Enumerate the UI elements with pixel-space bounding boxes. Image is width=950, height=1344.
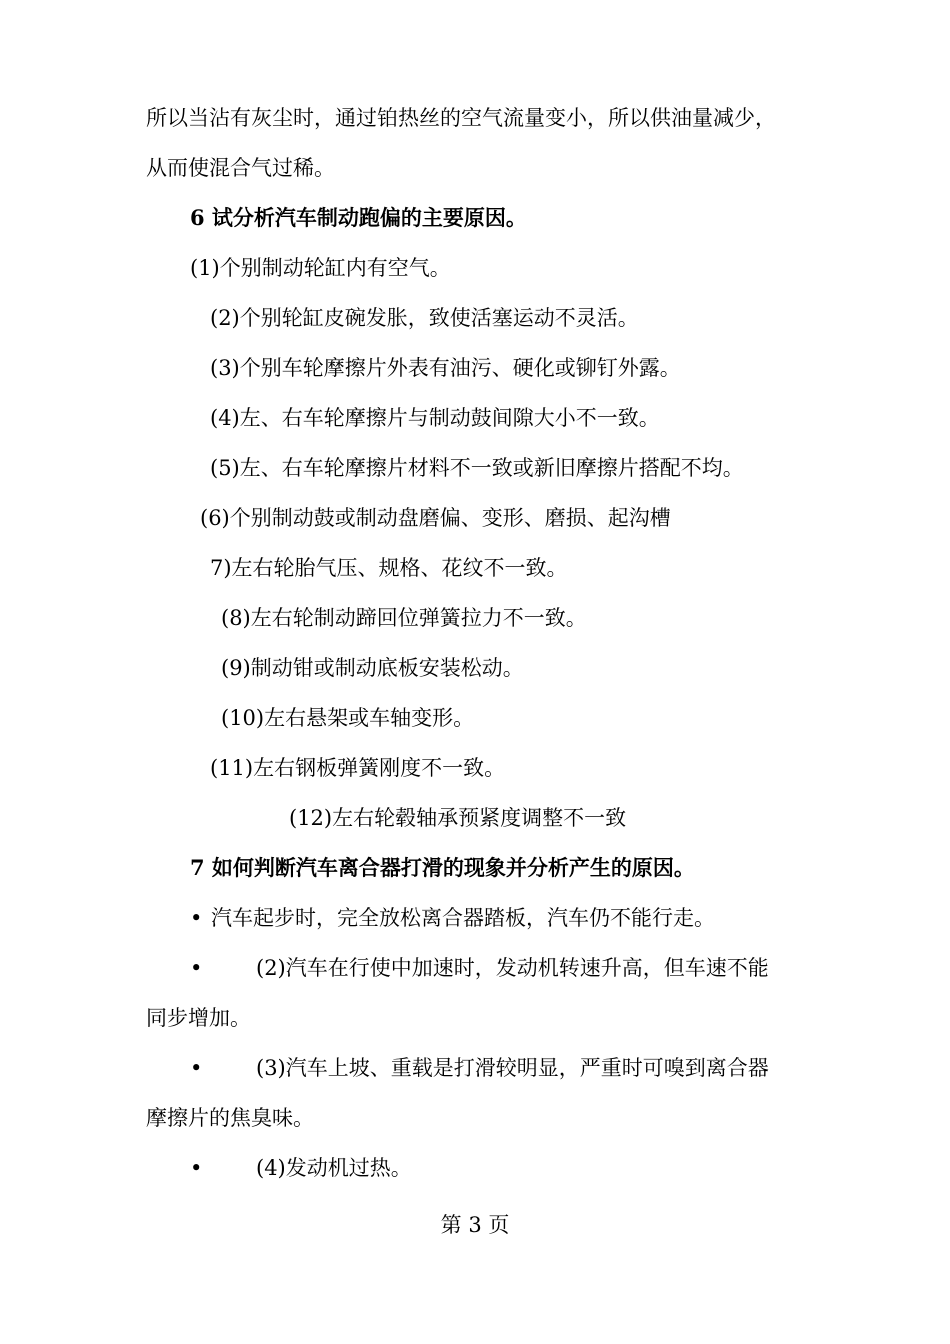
bullet-item-continuation: 摩擦片的焦臭味。 (146, 1106, 314, 1130)
bullet-item: 汽车起步时，完全放松离合器踏板，汽车仍不能行走。 (211, 906, 715, 930)
paragraph-line: 所以当沾有灰尘时，通过铂热丝的空气流量变小，所以供油量减少， (146, 106, 776, 130)
bullet-item: (2)汽车在行使中加速时，发动机转速升高，但车速不能 (256, 956, 769, 980)
bullet-marker: • (190, 906, 203, 930)
list-item: (3)个别车轮摩擦片外表有油污、硬化或铆钉外露。 (210, 356, 681, 380)
list-item: (10)左右悬架或车轴变形。 (221, 706, 475, 730)
list-item: (2)个别轮缸皮碗发胀，致使活塞运动不灵活。 (210, 306, 639, 330)
bullet-marker: • (190, 956, 203, 980)
list-item: (5)左、右车轮摩擦片材料不一致或新旧摩擦片搭配不均。 (210, 456, 744, 480)
bullet-item: (3)汽车上坡、重载是打滑较明显，严重时可嗅到离合器 (256, 1056, 769, 1080)
bullet-item: (4)发动机过热。 (256, 1156, 412, 1180)
page-number: 第 3 页 (440, 1213, 510, 1237)
list-item: (1)个别制动轮缸内有空气。 (190, 256, 451, 280)
list-item: 7)左右轮胎气压、规格、花纹不一致。 (210, 556, 568, 580)
list-item: (12)左右轮毂轴承预紧度调整不一致 (289, 806, 627, 830)
section-heading: 6 试分析汽车制动跑偏的主要原因。 (190, 205, 527, 230)
list-item: (4)左、右车轮摩擦片与制动鼓间隙大小不一致。 (210, 406, 660, 430)
bullet-item-continuation: 同步增加。 (146, 1006, 251, 1030)
bullet-marker: • (190, 1156, 203, 1180)
section-heading: 7 如何判断汽车离合器打滑的现象并分析产生的原因。 (190, 855, 695, 880)
list-item: (6)个别制动鼓或制动盘磨偏、变形、磨损、起沟槽 (200, 506, 671, 530)
list-item: (8)左右轮制动蹄回位弹簧拉力不一致。 (221, 606, 587, 630)
bullet-marker: • (190, 1056, 203, 1080)
paragraph-line: 从而使混合气过稀。 (146, 156, 335, 180)
list-item: (11)左右钢板弹簧刚度不一致。 (210, 756, 506, 780)
list-item: (9)制动钳或制动底板安装松动。 (221, 656, 524, 680)
